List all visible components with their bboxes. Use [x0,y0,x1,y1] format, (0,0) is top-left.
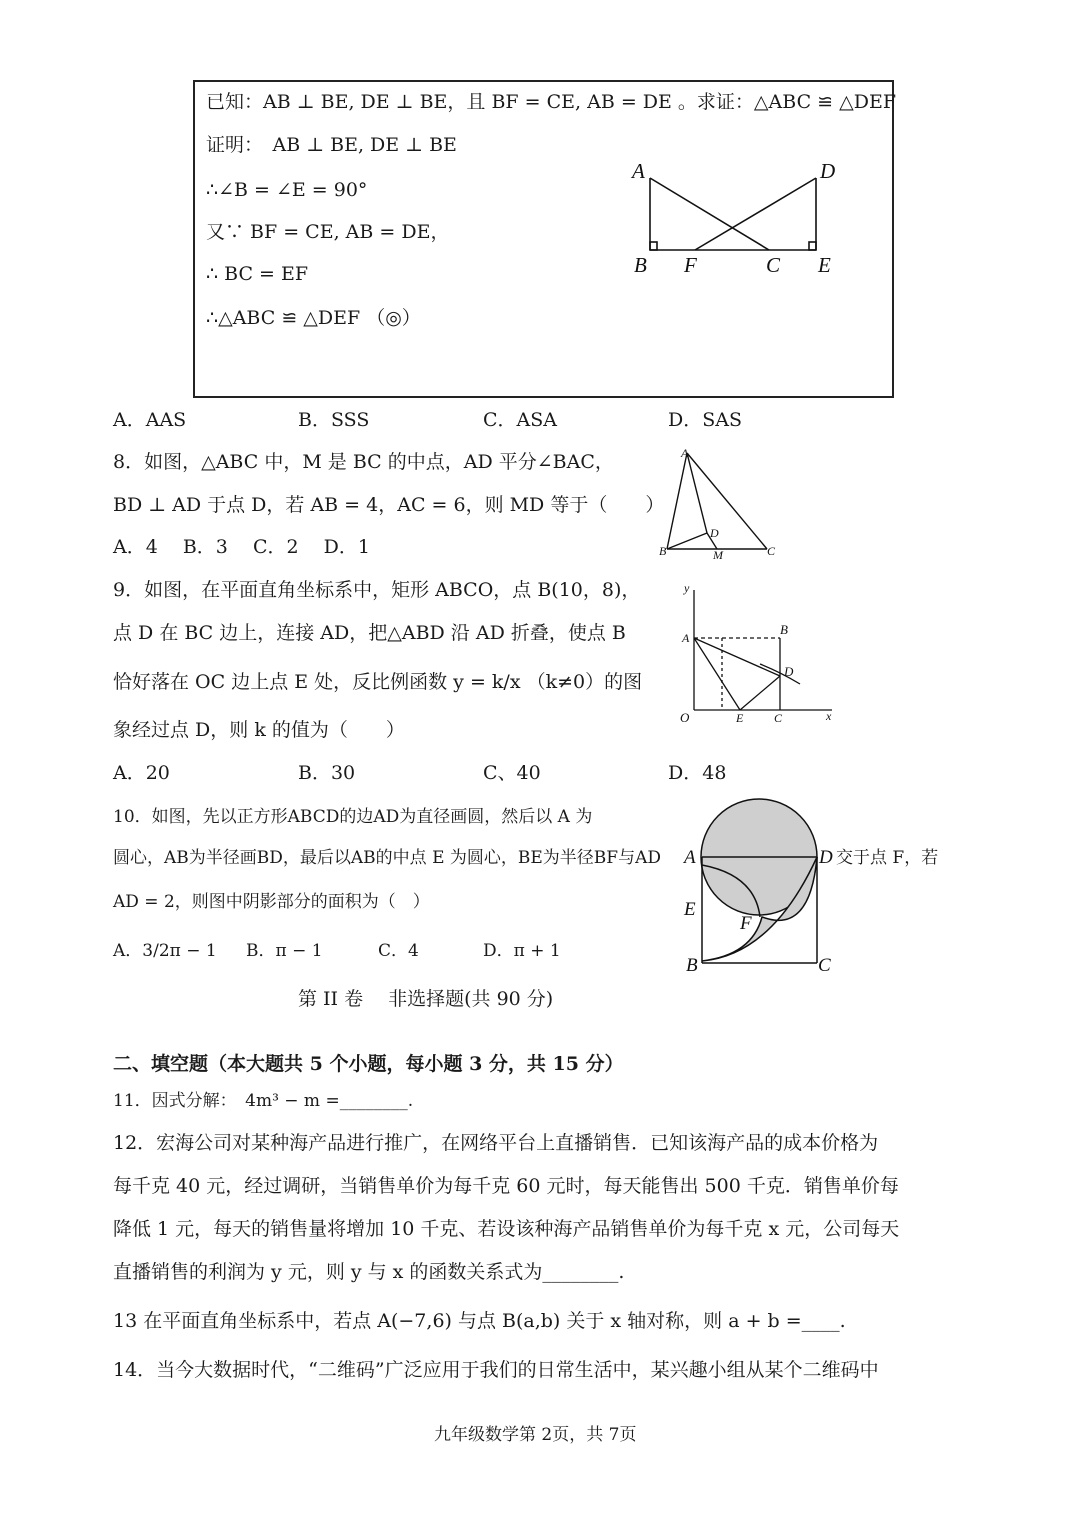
label-D: D [819,847,833,868]
label-A: A [682,631,690,645]
q9-text: 恰好落在 OC 边上点 E 处，反比例函数 y = k/x （k≠0）的图 [113,671,643,693]
q10-text: AD = 2，则图中阴影部分的面积为（ ） [113,892,430,912]
q9-option-d: D．48 [668,762,727,784]
q10-figure [680,795,840,980]
q10-text-tail: 交于点 F，若 [836,848,939,868]
label-A: A [681,446,689,460]
label-D: D [710,526,719,540]
q14-text: 14．当今大数据时代，“二维码”广泛应用于我们的日常生活中，某兴趣小组从某个二维码中 [113,1359,879,1381]
q7-proof-line: 又∵ BF = CE, AB = DE， [206,221,450,243]
q7-option-a: A．AAS [113,409,187,431]
q9-text: 点 D 在 BC 边上，连接 AD，把△ABD 沿 AD 折叠，使点 B [113,622,626,644]
label-D: D [784,664,794,679]
q7-option-c: C．ASA [483,409,557,431]
q10-option-b: B．π − 1 [246,941,323,961]
q12-text: 降低 1 元，每天的销售量将增加 10 千克、若设该种海产品销售单价为每千克 x 元，公司每天 [113,1218,900,1240]
label-B: B [634,253,647,277]
q10-option-a: A．3/2π − 1 [113,941,217,961]
q9-option-a: A．20 [113,762,170,784]
q7-given: 已知：AB ⊥ BE, DE ⊥ BE，且 BF = CE, AB = DE 。求证：△ABC ≌ △DEF [206,91,897,113]
q12-text: 直播销售的利润为 y 元，则 y 与 x 的函数关系式为________. [113,1261,625,1283]
q8-figure [655,445,780,560]
label-E: E [736,711,744,725]
fill-in-section-title: 二、填空题（本大题共 5 个小题，每小题 3 分，共 15 分） [113,1053,624,1075]
q7-option-b: B．SSS [298,409,370,431]
q11-text: 11．因式分解： 4m³ − m =________. [113,1091,414,1111]
q7-figure [620,150,840,280]
q10-text: 圆心，AB为半径画BD，最后以AB的中点 E 为圆心，BE为半径BF与AD [113,848,661,868]
q9-text: 象经过点 D，则 k 的值为（ ） [113,719,405,741]
q7-proof-line: 证明： AB ⊥ BE, DE ⊥ BE [206,134,457,156]
q10-text: 10．如图，先以正方形ABCD的边AD为直径画圆，然后以 A 为 [113,807,593,827]
q13-text: 13 在平面直角坐标系中，若点 A(−7,6) 与点 B(a,b) 关于 x 轴对称，则 a + b =____. [113,1310,846,1332]
q7-proof-line: ∴△ABC ≌ △DEF （◎） [206,307,421,329]
q7-proof-line: ∴∠B = ∠E = 90° [206,179,368,201]
q9-figure [660,580,840,730]
q8-text: 8．如图，△ABC 中，M 是 BC 的中点，AD 平分∠BAC， [113,451,614,473]
label-y: y [684,581,690,595]
q10-option-d: D．π + 1 [483,941,561,961]
q12-text: 12．宏海公司对某种海产品进行推广，在网络平台上直播销售．已知该海产品的成本价格为 [113,1132,879,1154]
q12-text: 每千克 40 元，经过调研，当销售单价为每千克 60 元时，每天能售出 500 千克．销售单价每 [113,1175,899,1197]
label-B: B [659,544,667,558]
q9-option-c: C、40 [483,762,541,784]
q7-proof-line: ∴ BC = EF [206,263,309,285]
label-E: E [684,899,696,920]
label-F: F [740,913,752,934]
q7-option-d: D．SAS [668,409,742,431]
label-D: D [820,159,836,183]
label-C: C [767,544,776,558]
q8-text: BD ⊥ AD 于点 D，若 AB = 4，AC = 6，则 MD 等于（ ） [113,494,665,516]
label-B: B [686,955,698,976]
page-footer: 九年级数学第 2页，共 7页 [434,1425,637,1445]
label-B: B [780,622,788,637]
label-E: E [818,253,831,277]
q9-text: 9．如图，在平面直角坐标系中，矩形 ABCO，点 B(10，8)， [113,579,641,601]
label-C: C [774,711,783,725]
label-A: A [632,159,645,183]
q10-option-c: C．4 [378,941,419,961]
label-C: C [818,955,831,976]
section-2-title: 第 II 卷 非选择题(共 90 分) [298,988,554,1010]
label-C: C [766,253,781,277]
q8-options: A．4 B．3 C．2 D．1 [113,536,370,558]
q9-option-b: B．30 [298,762,356,784]
label-M: M [713,548,723,560]
label-A: A [684,847,696,868]
label-x: x [826,709,832,723]
label-O: O [680,710,690,725]
label-F: F [684,253,697,277]
